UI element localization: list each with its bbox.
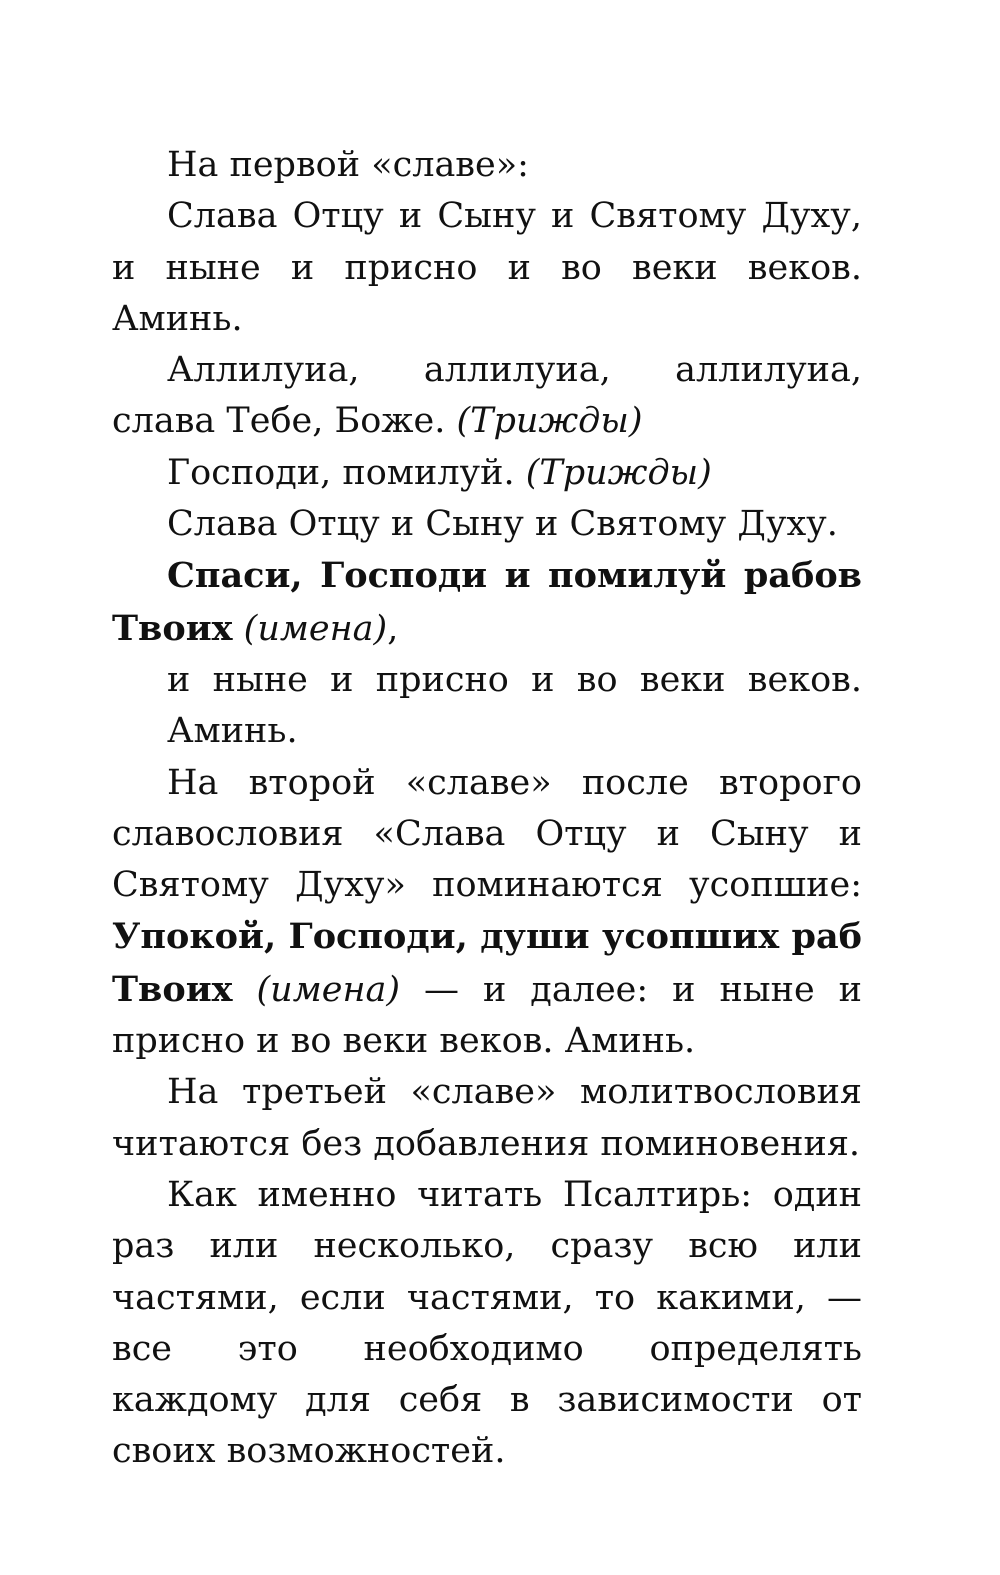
thrice-note: (Трижды) [525, 452, 712, 493]
page-body [112, 140, 862, 1478]
thrice-note: (Трижды) [456, 401, 643, 442]
second-glory-text: На второй «славе» после второго славословия «Слава Отцу и Сыну и Святому Духу» поминаются усопшие: [112, 762, 862, 906]
alleluia-text: Аллилуиа, аллилуиа, аллилуиа, слава Тебе, Боже. [112, 350, 862, 442]
save-prayer-tail: , [387, 608, 399, 649]
lord-have-mercy-text: Господи, помилуй. [167, 452, 526, 493]
paragraph-save-prayer [112, 550, 862, 655]
names-note: (имена) [232, 608, 388, 649]
paragraph-third-glory: На третьей «славе» молитвословия читаются без добавления поминовения. [112, 1072, 862, 1164]
paragraph-now-and-ever: и ныне и присно и во веки веков. Аминь. [167, 659, 862, 752]
repose-prayer-bold: Упокой, Господи, души усопших раб Твоих [112, 916, 862, 1010]
paragraph-alleluia [112, 345, 862, 448]
paragraph-lord-have-mercy [112, 448, 862, 499]
save-prayer-bold: Спаси, Господи и помилуй рабов Твоих [112, 555, 862, 649]
paragraph-glory-short: Слава Отцу и Сыну и Святому Духу. [167, 504, 838, 545]
paragraph-first-glory: На первой «славе»: [167, 145, 529, 185]
paragraph-second-glory [112, 758, 862, 1068]
paragraph-glory-doxology: Слава Отцу и Сыну и Святому Духу, и ныне и присно и во веки веков. Аминь. [112, 196, 862, 339]
second-glory-tail: — и далее: и ныне и присно и во веки веков. Аминь. [112, 969, 862, 1062]
paragraph-how-to-read: Как именно читать Псалтирь: один раз или несколько, сразу всю или частями, если частями, то какими, — все это необходимо определять каждому для себя в зависимости от своих возможностей. [112, 1174, 862, 1472]
names-note: (имена) [232, 969, 401, 1010]
